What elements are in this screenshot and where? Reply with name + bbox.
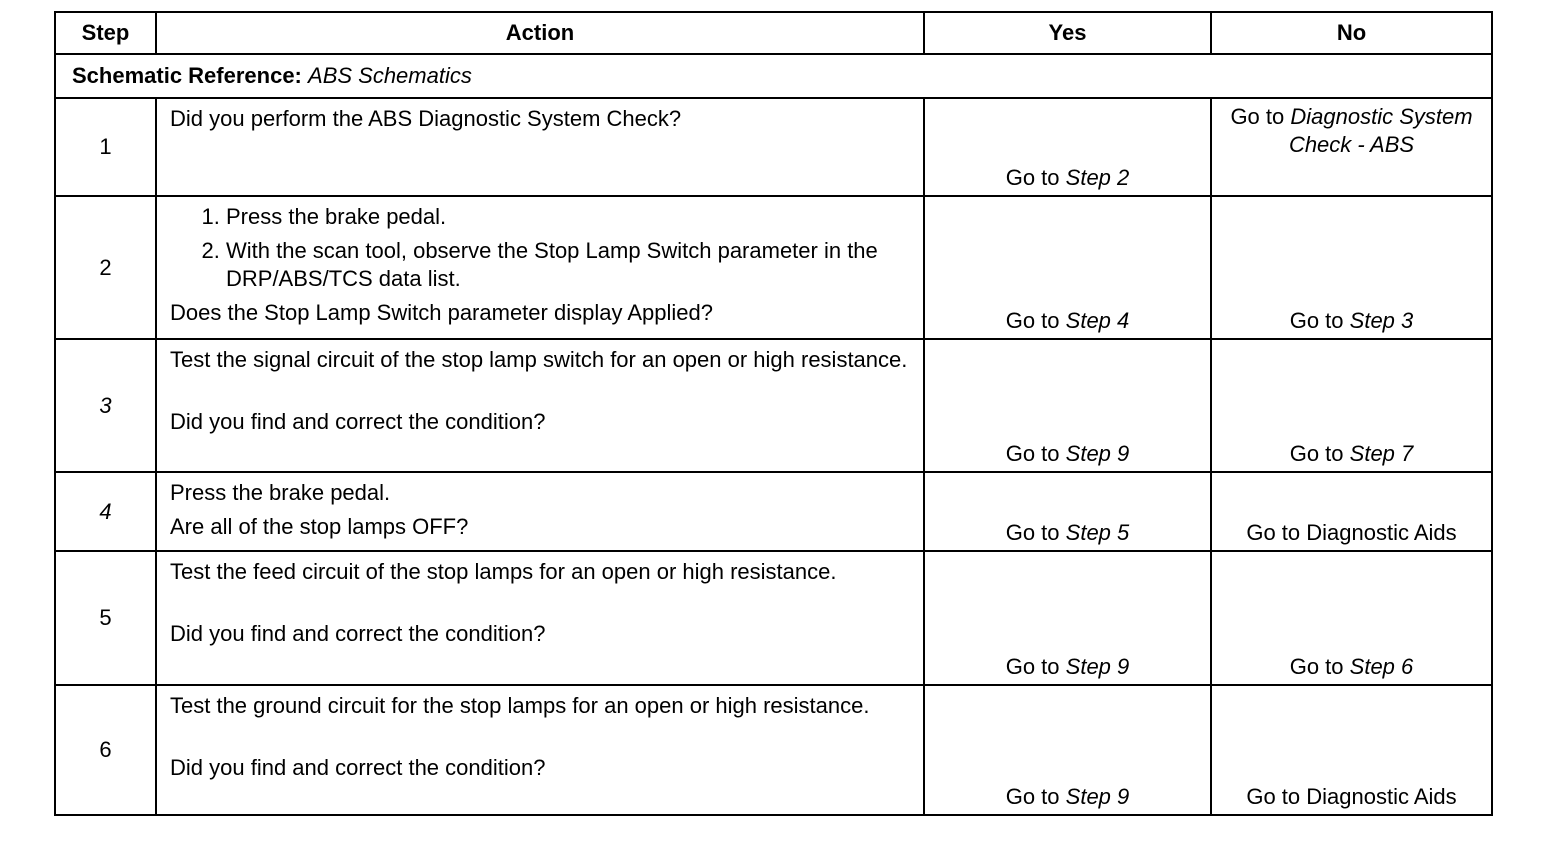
schematic-reference bbox=[55, 54, 1492, 98]
action-text: Press the brake pedal. bbox=[170, 480, 391, 505]
yes-step-link[interactable]: Step 9 bbox=[1065, 654, 1130, 679]
no-step-link[interactable]: Step 7 bbox=[1349, 441, 1414, 466]
step-number: 4 bbox=[55, 472, 156, 551]
list-item: 2. With the scan tool, observe the Stop Lamp Switch parameter in the DRP/ABS/TCS data list. bbox=[226, 237, 913, 293]
action-question: Does the Stop Lamp Switch parameter display Applied? bbox=[170, 300, 713, 325]
no-cell bbox=[1211, 339, 1492, 472]
action-text: Did you perform the ABS Diagnostic System Check? bbox=[170, 106, 682, 131]
yes-prefix: Go to bbox=[1005, 308, 1060, 333]
no-cell bbox=[1211, 196, 1492, 339]
header-step: Step bbox=[55, 12, 156, 54]
header-yes: Yes bbox=[924, 12, 1211, 54]
list-item: 1. Press the brake pedal. bbox=[226, 203, 913, 231]
yes-cell bbox=[924, 339, 1211, 472]
yes-cell bbox=[924, 551, 1211, 685]
action-cell bbox=[156, 472, 924, 551]
yes-cell bbox=[924, 472, 1211, 551]
yes-prefix: Go to bbox=[1005, 654, 1060, 679]
action-text: Test the feed circuit of the stop lamps for an open or high resistance. bbox=[170, 559, 837, 584]
yes-step-link[interactable]: Step 5 bbox=[1065, 520, 1130, 545]
header-no: No bbox=[1211, 12, 1492, 54]
no-cell bbox=[1211, 685, 1492, 815]
yes-step-link[interactable]: Step 9 bbox=[1065, 784, 1130, 809]
no-cell bbox=[1211, 472, 1492, 551]
action-question: Did you find and correct the condition? bbox=[170, 755, 546, 780]
no-step-link[interactable]: Diagnostic System Check - ABS bbox=[1288, 104, 1473, 157]
yes-prefix: Go to bbox=[1005, 165, 1060, 190]
action-cell bbox=[156, 685, 924, 815]
no-step-link[interactable]: Step 3 bbox=[1349, 308, 1414, 333]
yes-prefix: Go to bbox=[1005, 784, 1060, 809]
schematic-reference-link[interactable]: ABS Schematics bbox=[308, 63, 472, 88]
action-cell bbox=[156, 551, 924, 685]
no-diagnostic-aids-link[interactable]: Go to Diagnostic Aids bbox=[1246, 784, 1457, 809]
yes-prefix: Go to bbox=[1005, 520, 1060, 545]
yes-cell bbox=[924, 98, 1211, 196]
schematic-reference-label: Schematic Reference: bbox=[72, 63, 302, 88]
action-text: Test the signal circuit of the stop lamp switch for an open or high resistance. bbox=[170, 347, 908, 372]
action-cell bbox=[156, 98, 924, 196]
yes-step-link[interactable]: Step 2 bbox=[1065, 165, 1130, 190]
diagnostic-table bbox=[54, 11, 1493, 816]
step-number: 1 bbox=[55, 98, 156, 196]
action-question: Are all of the stop lamps OFF? bbox=[170, 514, 469, 539]
yes-cell bbox=[924, 685, 1211, 815]
header-row bbox=[55, 12, 1492, 54]
table-row bbox=[55, 196, 1492, 339]
action-cell bbox=[156, 339, 924, 472]
step-number: 3 bbox=[55, 339, 156, 472]
step-number: 6 bbox=[55, 685, 156, 815]
no-cell bbox=[1211, 551, 1492, 685]
table-row bbox=[55, 472, 1492, 551]
table-row bbox=[55, 98, 1492, 196]
action-question: Did you find and correct the condition? bbox=[170, 621, 546, 646]
yes-step-link[interactable]: Step 4 bbox=[1065, 308, 1130, 333]
yes-prefix: Go to bbox=[1005, 441, 1060, 466]
no-prefix: Go to bbox=[1289, 308, 1344, 333]
action-list bbox=[170, 203, 913, 293]
step-number: 2 bbox=[55, 196, 156, 339]
step-number: 5 bbox=[55, 551, 156, 685]
no-prefix: Go to bbox=[1230, 104, 1285, 129]
action-question: Did you find and correct the condition? bbox=[170, 409, 546, 434]
action-cell bbox=[156, 196, 924, 339]
no-prefix: Go to bbox=[1289, 441, 1344, 466]
no-cell bbox=[1211, 98, 1492, 196]
table-row bbox=[55, 551, 1492, 685]
no-prefix: Go to bbox=[1289, 654, 1344, 679]
table-row bbox=[55, 685, 1492, 815]
no-step-link[interactable]: Step 6 bbox=[1349, 654, 1414, 679]
header-action: Action bbox=[156, 12, 924, 54]
action-text: Test the ground circuit for the stop lamps for an open or high resistance. bbox=[170, 693, 870, 718]
schematic-reference-row bbox=[55, 54, 1492, 98]
table-row bbox=[55, 339, 1492, 472]
no-diagnostic-aids-link[interactable]: Go to Diagnostic Aids bbox=[1246, 520, 1457, 545]
yes-step-link[interactable]: Step 9 bbox=[1065, 441, 1130, 466]
yes-cell bbox=[924, 196, 1211, 339]
